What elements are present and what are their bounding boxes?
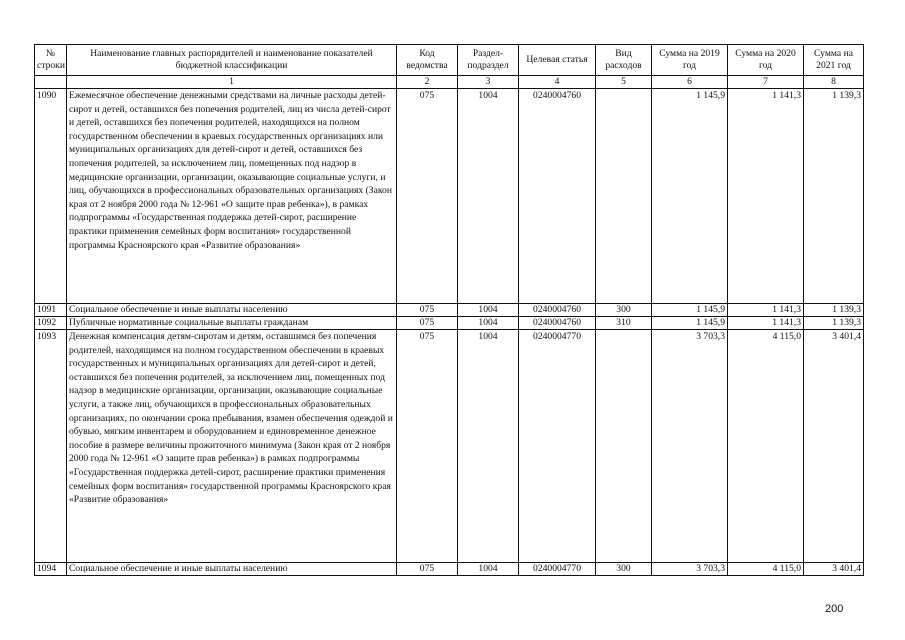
header-target: Целевая статья bbox=[519, 45, 596, 76]
row-name: Социальное обеспечение и иные выплаты населению bbox=[67, 563, 397, 576]
row-section: 1004 bbox=[458, 304, 519, 317]
header-row-no: № строки bbox=[35, 45, 67, 76]
row-expense-type: 300 bbox=[596, 563, 652, 576]
row-sum-2021: 1 139,3 bbox=[804, 317, 864, 330]
row-target: 0240004770 bbox=[519, 563, 596, 576]
row-target: 0240004770 bbox=[519, 330, 596, 563]
row-dept-code: 075 bbox=[397, 563, 458, 576]
row-sum-2020: 4 115,0 bbox=[728, 563, 804, 576]
row-expense-type bbox=[596, 89, 652, 304]
row-sum-2020: 1 141,3 bbox=[728, 89, 804, 304]
row-expense-type: 310 bbox=[596, 317, 652, 330]
column-number bbox=[35, 76, 67, 89]
column-number: 6 bbox=[652, 76, 728, 89]
row-section: 1004 bbox=[458, 563, 519, 576]
header-sum-2020: Сумма на 2020 год bbox=[728, 45, 804, 76]
row-section: 1004 bbox=[458, 317, 519, 330]
header-dept-code: Код ведомства bbox=[397, 45, 458, 76]
row-target: 0240004760 bbox=[519, 317, 596, 330]
row-number: 1091 bbox=[35, 304, 67, 317]
row-dept-code: 075 bbox=[397, 89, 458, 304]
row-sum-2019: 1 145,9 bbox=[652, 317, 728, 330]
row-sum-2019: 3 703,3 bbox=[652, 330, 728, 563]
row-number: 1090 bbox=[35, 89, 67, 304]
row-name: Ежемесячное обеспечение денежными средствами на личные расходы детей-сирот и детей, оставшихся без попечения родителей, лиц из числа детей-сирот и детей, оставшихся без попечения родителей, находящихся на полном государственном обеспечении в краевых государственных организациях или муниципальных организациях для детей-сирот и детей, оставшихся без попечения родителей, за исключением лиц, помещенных под надзор в медицинские организации, организации, оказывающие социальные услуги, и лиц, обучающихся в профессиональных образовательных организациях (Закон края от 2 ноября 2000 года № 12-961 «О защите прав ребенка»), в рамках подпрограммы «Государственная поддержка детей-сирот, расширение практики применения семейных форм воспитания» государственной программы Красноярского края «Развитие образования» bbox=[67, 89, 397, 304]
row-name: Социальное обеспечение и иные выплаты населению bbox=[67, 304, 397, 317]
row-sum-2019: 3 703,3 bbox=[652, 563, 728, 576]
row-sum-2021: 3 401,4 bbox=[804, 330, 864, 563]
row-number: 1094 bbox=[35, 563, 67, 576]
header-sum-2019: Сумма на 2019 год bbox=[652, 45, 728, 76]
header-expense-type: Вид расходов bbox=[596, 45, 652, 76]
table-row bbox=[35, 304, 864, 317]
row-sum-2020: 1 141,3 bbox=[728, 304, 804, 317]
column-number: 7 bbox=[728, 76, 804, 89]
row-sum-2019: 1 145,9 bbox=[652, 304, 728, 317]
column-numbers-row bbox=[35, 76, 864, 89]
row-sum-2020: 4 115,0 bbox=[728, 330, 804, 563]
row-sum-2021: 1 139,3 bbox=[804, 89, 864, 304]
table-row bbox=[35, 317, 864, 330]
column-number: 1 bbox=[67, 76, 397, 89]
row-sum-2021: 3 401,4 bbox=[804, 563, 864, 576]
row-expense-type bbox=[596, 330, 652, 563]
row-target: 0240004760 bbox=[519, 89, 596, 304]
row-name: Публичные нормативные социальные выплаты гражданам bbox=[67, 317, 397, 330]
column-number: 4 bbox=[519, 76, 596, 89]
row-dept-code: 075 bbox=[397, 330, 458, 563]
page-number: 200 bbox=[825, 603, 844, 615]
row-sum-2020: 1 141,3 bbox=[728, 317, 804, 330]
column-number: 2 bbox=[397, 76, 458, 89]
row-section: 1004 bbox=[458, 330, 519, 563]
header-section: Раздел-подраздел bbox=[458, 45, 519, 76]
row-name: Денежная компенсация детям-сиротам и детям, оставшимся без попечения родителей, находящимся на полном государственном обеспечении в краевых государственных и муниципальных организациях для детей-сирот и детей, оставшихся без попечения родителей, за исключением лиц, помещенных под надзор в медицинские организации, организации, оказывающие социальные услуги, а также лиц, обучающихся в профессиональных образовательных организациях, по окончании срока пребывания, взамен обеспечения одеждой и обувью, мягким инвентарем и оборудованием и единовременное денежное пособие в размере величины прожиточного минимума (Закон края от 2 ноября 2000 года № 12-961 «О защите прав ребенка») в рамках подпрограммы «Государственная поддержка детей-сирот, расширение практики применения семейных форм воспитания» государственной программы Красноярского края «Развитие образования» bbox=[67, 330, 397, 563]
column-number: 5 bbox=[596, 76, 652, 89]
row-expense-type: 300 bbox=[596, 304, 652, 317]
row-number: 1092 bbox=[35, 317, 67, 330]
row-dept-code: 075 bbox=[397, 304, 458, 317]
table-row bbox=[35, 330, 864, 563]
column-number: 8 bbox=[804, 76, 864, 89]
row-section: 1004 bbox=[458, 89, 519, 304]
row-sum-2019: 1 145,9 bbox=[652, 89, 728, 304]
budget-table bbox=[34, 44, 864, 576]
header-name: Наименование главных распорядителей и наименование показателей бюджетной классификации bbox=[67, 45, 397, 76]
table-header-row bbox=[35, 45, 864, 76]
table-row bbox=[35, 563, 864, 576]
row-dept-code: 075 bbox=[397, 317, 458, 330]
row-number: 1093 bbox=[35, 330, 67, 563]
table-row bbox=[35, 89, 864, 304]
header-sum-2021: Сумма на 2021 год bbox=[804, 45, 864, 76]
row-sum-2021: 1 139,3 bbox=[804, 304, 864, 317]
column-number: 3 bbox=[458, 76, 519, 89]
row-target: 0240004760 bbox=[519, 304, 596, 317]
